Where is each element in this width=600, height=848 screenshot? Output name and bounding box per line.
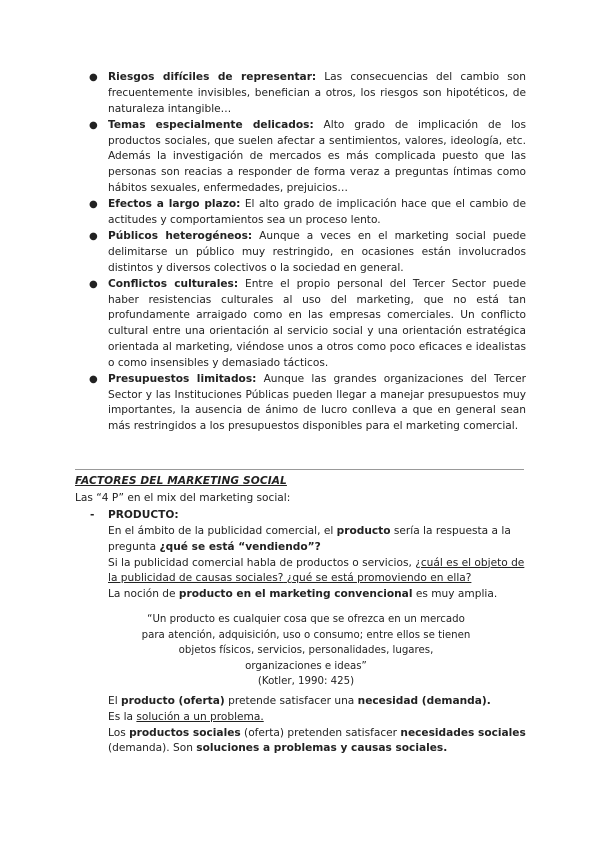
text-run-underlined: ¿cuál es el objeto de la publicidad de causas sociales?: [108, 556, 525, 585]
list-item: [88, 118, 526, 197]
text-run-bold: ¿qué se está “vendiendo”?: [159, 540, 321, 553]
bullet-term: Efectos a largo plazo:: [108, 198, 241, 210]
list-item: [88, 372, 526, 435]
bullet-icon: ●: [89, 72, 98, 83]
challenges-bullet-list: [88, 70, 526, 435]
paragraph-line: [108, 710, 528, 726]
list-item: [88, 70, 526, 117]
product-paragraph: [108, 524, 528, 603]
paragraph-line: [108, 524, 528, 556]
text-run: Es la: [108, 710, 137, 723]
subsection-title: PRODUCTO:: [108, 509, 179, 521]
paragraph-line: [108, 587, 528, 603]
text-run: Si la publicidad comercial habla de productos o servicios,: [108, 556, 416, 569]
bullet-text: Aunque a veces en el marketing social puede delimitarse un público muy restringido, en ocasiones están involucrados distintos y diversos colectivos o la sociedad en general.: [108, 230, 526, 274]
text-run: (demanda). Son: [108, 742, 197, 755]
bullet-icon: ●: [89, 119, 98, 131]
paragraph-line: [108, 726, 528, 758]
text-run: es muy amplia.: [412, 588, 498, 600]
bullet-text: Entre el propio personal del Tercer Sector puede haber resistencias culturales al uso del marketing, que no está tan profundamente arraigado como en las empresas comerciales. Un conflicto cultural entre una orientación al servicio social y una orientación estratégica orientada al marketing, viéndose unos a otros como poco eficaces e idealistas o como insensibles y demasiado tácticos.: [108, 277, 527, 369]
text-run: sería la respuesta a la pregunta: [108, 525, 511, 553]
bullet-term: Temas especialmente delicados:: [108, 118, 314, 131]
quote-citation: (Kotler, 1990: 425): [257, 676, 355, 687]
bullet-icon: ●: [89, 231, 98, 242]
list-item: [88, 277, 526, 372]
text-run-bold: necesidad (demanda).: [357, 695, 491, 707]
section-divider: [75, 469, 524, 470]
text-run: El: [108, 695, 122, 707]
text-run: Los: [108, 726, 130, 739]
bullet-term: Públicos heterogéneos:: [108, 230, 253, 242]
text-run-bold: producto (oferta): [121, 695, 225, 707]
quote-text: “Un producto es cualquier cosa que se ofrezca en un mercado para atención, adquisición, uso o consumo; entre ellos se tienen objetos físicos, servicios, personalidades, lugares, organizaciones e ideas”: [141, 614, 471, 672]
text-run: La noción de: [108, 588, 179, 600]
bullet-text: Las consecuencias del cambio son frecuentemente invisibles, benefician a otros, los riesgos son hipotéticos, de naturaleza intangible…: [108, 71, 526, 115]
bullet-term: Conflictos culturales:: [108, 277, 239, 290]
bullet-text: Aunque las grandes organizaciones del Tercer Sector y las Instituciones Públicas pueden llegar a manejar presupuestos muy importantes, la ausencia de ánimo de lucro conlleva a que en general sean más restringidos a los presupuestos disponibles para el marketing comercial.: [108, 372, 526, 432]
section-title: FACTORES DEL MARKETING SOCIAL: [75, 475, 287, 487]
bullet-text: El alto grado de implicación hace que el cambio de actitudes y comportamientos sea un proceso lento.: [108, 198, 526, 226]
bullet-icon: ●: [89, 199, 98, 210]
paragraph-line: [108, 556, 528, 588]
paragraph-line: [108, 694, 528, 710]
bullet-term: Riesgos difíciles de representar:: [108, 71, 317, 83]
text-run-underlined: solución a un problema.: [136, 710, 264, 723]
text-run: En el ámbito de la publicidad comercial, el: [108, 525, 337, 537]
text-run-bold: producto: [336, 525, 391, 537]
text-run: (oferta) pretenden satisfacer: [240, 726, 401, 739]
section-intro: Las “4 P” en el mix del marketing social:: [75, 492, 291, 504]
text-run: pretende satisfacer una: [224, 695, 358, 707]
dash-bullet: -: [90, 509, 95, 521]
text-run-underlined: ¿qué se está promoviendo en ella?: [283, 572, 472, 585]
bullet-term: Presupuestos limitados:: [108, 372, 257, 385]
text-run-bold: producto en el marketing convencional: [178, 588, 413, 600]
list-item: [88, 197, 526, 229]
bullet-icon: ●: [89, 373, 98, 385]
product-definition-paragraph: [108, 694, 528, 757]
bullet-text: Alto grado de implicación de los productos sociales, que suelen afectar a sentimientos, valores, ideología, etc. Además la investigación de mercados es más complicada puesto que las personas son reacias a responder de forma veraz a preguntas íntimas como hábitos sexuales, enfermedades, prejuicios…: [108, 118, 527, 194]
bullet-icon: ●: [89, 278, 98, 290]
text-run-bold: necesidades sociales: [400, 726, 526, 739]
list-item: [88, 229, 526, 276]
kotler-quote: [140, 612, 472, 690]
text-run-bold: soluciones a problemas y causas sociales.: [196, 742, 448, 755]
text-run-bold: productos sociales: [129, 726, 241, 739]
